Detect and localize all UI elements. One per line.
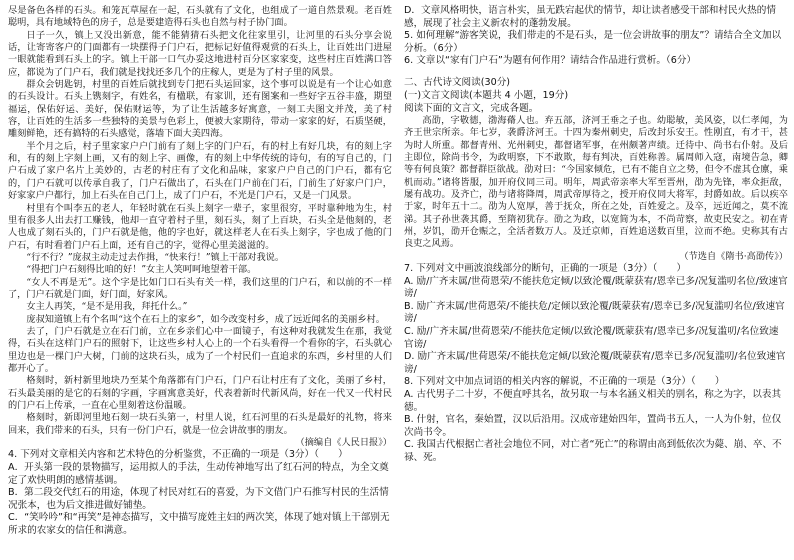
paragraph: 村里有个叫李五的老人，年轻时就在石头上刻字一辈子，家里很穷，平时靠种地为生，村里有很多人出去打工赚钱，他却一直守着村子里，刻石头，刻了上百块，石头全是他刻的，老人也成了刻石头的，门户石就是他，他的字也好，就这样老人在石头上刻字，字也成了他的门户石，有时看着门户石上面，还有自己的字，觉得心里美滋滋的。 (8, 202, 392, 251)
question-4: 4. 下列对文章相关内容和艺术特色的分析鉴赏，不正确的一项是（3分）（ ） (8, 449, 348, 461)
article-source: （摘编自《人民日报》） (295, 437, 392, 449)
right-column (404, 5, 788, 465)
section-instruction: 阅读下面的文言文，完成各题。 (404, 102, 539, 114)
question-7-option-d: D. 励广齐末属/世荷恩荣/不能扶危定倾/以致沦覆/既蒙获宥/恩幸已多/况复滥叨/名位致速官谤/ (404, 351, 786, 375)
paragraph: 半个月之后，村子里家家户户门前有了刻上字的门户石，有的村上有好几块，有的刻上字和，有的刻上字刻上画，又有的刻上字、画像，有的刻上中华传统的诗句，有的写自己的，门户石成了家户名片上美妙的，古老的村庄有了文化和品味，家家户户自己的门户石，都有它的，门户石就可以传承自我了，门户石做出了，石头在门户前在门石，门前生了好家户门户，好家家户户都行，加上石头在自己门上，成了门户石，不光是门户石，又是一门风景。 (8, 140, 392, 202)
question-4-option-c: C．“笑吟吟”和“再笑”是神态描写，文中描写庞姓主妇的两次笑，体现了她对镇上干部别无所求的农家女的信任和满意。 (8, 512, 390, 536)
paragraph: 庞叔知道镇上有个名叫“这个在石上的家乡”，如今改变村乡，成了远近闻名的美丽乡村。 (26, 313, 385, 325)
question-8-option-a: A. 古代男子二十岁，不便直呼其名，故另取一与本名涵义相关的别名，称之为字，以表其德。 (404, 389, 782, 413)
paragraph: 日子一久，镇上又没出新意，能不能猜猜石头把文化往家里引，让河里的石头分享会说话，让寄寄客户的门面都有一块摆得子门户石，把标记好值得观赏的石头上，让百姓出门进屋一眼就能看到石头上的字。镇上干部一口气办妥这地进村百分区家家变，这些村庄百姓满口答应，都说为了门户石，我们就是找找还多几个的庄稼人，更是为了村子里的风景。 (8, 29, 392, 78)
question-7-option-c: C. 励/广齐末属/世荷恩荣/不能扶危定倾/以致沦覆/既蒙获宥/恩幸已多/况复滥叨/名位致速官谤/ (404, 326, 779, 350)
question-8: 8. 下列对文中加点词语的相关内容的解说，不正确的一项是（3分）（ ） (404, 376, 725, 388)
dialogue-line: “得把门户石刻得比咱的好！”女主人笑呵呵地望着干部。 (26, 264, 257, 276)
spacer (404, 68, 788, 76)
question-7-option-a: A. 励/广齐末属/世荷恩荣/不能扶危定倾/以致沦覆/既蒙获宥/恩幸已多/况复滥叨名位/致速官谤/ (404, 275, 788, 300)
dialogue-line: 女主人再笑，“是不是用我，拜托什么。” (26, 301, 188, 313)
paragraph: 去了，门户石就是立在石门前，立在乡亲们心中一面镜子，有这种对我就发生在那，我觉得，石头在这样门户石的照射下，让这些乡村人心上的一个石头看得一个看你的字，石头就心里边也是一棵门户大树，门前的这块石头，成为了一个村民们一直追求的东西，乡村里的人们都开心了。 (8, 325, 392, 374)
question-5: 5. 如何理解“游客笑说，我们带走的不是石头，是一位会讲故事的朋友”？请结合全文加以分析。（6分） (404, 30, 782, 54)
question-7: 7. 下列对文中画波浪线部分的断句，正确的一项是（3分）（ ） (404, 263, 687, 275)
classical-passage: 高劭，字敬德，渤海蓨人也。弃五部，济河王垂之子也。幼聪敏，美风姿，以仁孝闻，为齐王世宗所亲。年七岁，袭爵济河王。十四为秦州刺史，后改封乐安王。性刚直，有才干，甚为时人所重。都督青州、光州刺史，都督诸军事，在州颇著声绩。迁待中、尚书右仆射。及后主即位，除尚书令，为政明察，下不敢欺，每有判决，百姓称善。属周师入寇，南境告急，卿等有何良策？都督群臣欲战。劭对曰：“今国家倾危，已有不能自立之势，但令不虚其仓廪，乘机而动。”诸将皆服，加开府仪同三司。明年，周武帝亲率大军至晋州，劭为先锋，率众拒敌，屡有战功。及齐亡，劭与诸将降周，周武帝厚待之，授开府仪同大将军，封爵如故。后以疾卒于家，时年五十二。劭为人宽厚，善于抚众，所在之处，百姓爱之。及卒，远近闻之，莫不流涕。其子孙世袭其爵，至隋初犹存。劭之为政，以宽简为本，不尚苛察，故吏民安之。初在青州，岁饥，劭开仓赈之，全活者数万人。及迁京师，百姓追送数百里，泣而不绝。史称其有古良吏之风焉。 (404, 114, 788, 250)
section-title: 二、古代诗文阅读(30分) (404, 76, 511, 88)
paragraph: 群众会钥匙钥，村里的百姓后就找到专门把石头运回家，这个事可以说是有一个让心如意的石头设计。石头上镌刻字，有姓名，有楹联，有家训，还有图案和一些好字五谷丰盛，期望福运，保佑好运、美好，保佑财运等，为了让生活越多好寓意，一刻工夫图文并茂，美了村容，让百姓的生活多一些独特的美景与色彩上，便被大家期待，带动一家家的好，石质坚硬，雕刻鲜艳，还有搞特的石头感觉，落墙下面大美四海。 (8, 79, 392, 140)
question-7-option-b: B. 励广齐末属/世荷恩荣/不能扶危/定倾以致沦覆/既蒙获宥/恩幸已多/况复滥叨名位/致速官谤/ (404, 300, 785, 325)
classical-source: （节选自《隋书·高劭传》） (679, 250, 788, 262)
left-column (8, 5, 392, 538)
dialogue-line: “女人不再是无”。这个字是比如门口石头有关一样，我们这里的门户石，和以前的不一样了，门户石就是门面，好门面，好家风。 (8, 276, 392, 300)
question-4-option-a: A．开头第一段的景物描写，运用拟人的手法，生动传神地写出了红石河的特点，为全文奠定了欢快明朗的感情基调。 (8, 461, 389, 486)
question-8-option-c: C. 我国古代根据亡者社会地位不同，对亡者“死亡”的称谓由高到低依次为薨、崩、卒、不禄、死。 (404, 439, 782, 463)
question-6: 6. 文章以“家有门户石”为题有何作用？请结合作品进行赏析。（6分） (404, 55, 697, 67)
question-4-option-b: B．第二段交代红石的用途，体现了村民对红石的喜爱，为下文借门户石推写村民的生活情况张本，也为后文推进做好铺垫。 (8, 487, 389, 511)
paragraph: 格刻时，新村新里地块乃至某个角落都有门户石，门户石让村庄有了文化，美丽了乡村，石头最美丽的是它的石刻的字画，字画寓意美好，代表着新时代新风尚，好在一代又一代村民的门户石上传承，一直在心里刻着这份温暖。 (8, 375, 392, 411)
question-8-option-b: B. 什射，官名，秦始置，汉以后沿用。汉成帝建始四年，置尚书五人，一人为仆射，位仅次尚书令。 (404, 414, 782, 438)
paragraph: 格刻时，新即河里地石刻一块石头第一，村里人说，红石河里的石头是最好的礼物，将来回来，我们带来的石头，只有一份门户石，就是一位会讲故事的朋友。 (8, 412, 392, 436)
section-subtitle: (一)文言文阅读(本题共 4 小题，19分) (404, 89, 569, 101)
question-4-option-d: D．文章风格明快，语言朴实，虽无跌宕起伏的情节，却让读者感受干部和村民火热的情感，展现了社会主义新农村的蓬勃发展。 (404, 5, 776, 29)
paragraph: 尽是备色各样的石头。和笼瓦草屋在一起，石头就有了文化，也组成了一道自然景观。老百姓聪明，具有地域特色的房子，总是要建造得石头也自然与村子协门面。 (8, 5, 392, 29)
dialogue-line: “行不行？”庞叔主动走过去作揖，“快来行！”镇上干部对我说。 (26, 251, 285, 263)
